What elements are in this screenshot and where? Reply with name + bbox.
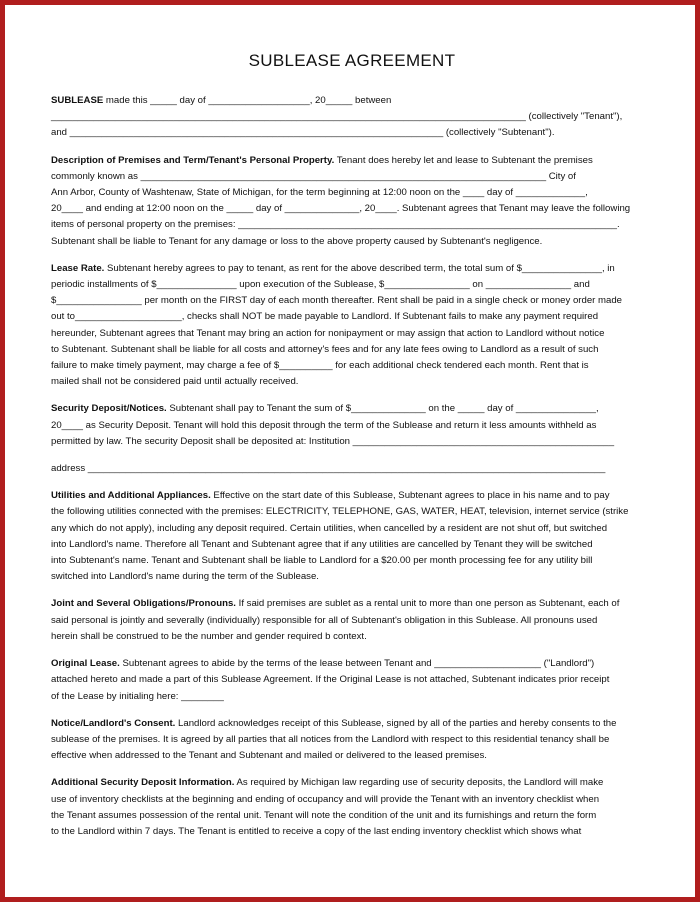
text-line: permitted by law. The security Deposit shall be deposited at: Institution _________________________________________________ — [51, 435, 615, 447]
text-line: Subtenant agrees to abide by the terms of the lease between Tenant and ____________________ ("Landlord") — [119, 658, 595, 670]
section-3 — [51, 401, 653, 477]
text-line: Subtenant hereby agrees to pay to tenant, as rent for the above described term, the total sum of $_______________, in — [104, 262, 615, 274]
text-line: 20____ as Security Deposit. Tenant will hold this deposit through the term of the Sublease and return it less amounts withheld as — [51, 419, 597, 431]
document-page — [5, 5, 695, 897]
text-line: Effective on the start date of this Sublease, Subtenant agrees to place in his name and to pay — [210, 490, 610, 502]
text-line: made this _____ day of ___________________, 20_____ between — [103, 95, 392, 106]
text-line: 20____ and ending at 12:00 noon on the _____ day of ______________, 20____. Subtenant agrees that Tenant may leave the following — [51, 203, 631, 215]
section-5 — [51, 596, 653, 645]
section-heading: Additional Security Deposit Information. — [51, 777, 235, 789]
text-line: mailed shall not be considered paid until actually received. — [51, 376, 299, 388]
section-heading: Original Lease. — [51, 658, 120, 670]
text-line: and ______________________________________________________________________ (collectively "Subtenant"). — [51, 127, 555, 139]
text-line: of the Lease by initialing here: ________ — [51, 690, 224, 702]
text-line: sublease of the premises. It is agreed by all parties that all notices from the Landlord with respect to this residential tenancy shall be — [51, 733, 610, 745]
text-line: out to____________________, checks shall NOT be made payable to Landlord. If Subtenant fails to make any payment required — [51, 311, 599, 323]
text-line: address _________________________________________________________________________________________________ — [51, 463, 606, 475]
text-line: attached hereto and made a part of this Sublease Agreement. If the Original Lease is not attached, Subtenant indicates prior receipt — [51, 674, 610, 686]
text-line: Subtenant shall be liable to Tenant for any damage or loss to the above property caused by Subtenant's negligence. — [51, 235, 543, 247]
text-line: As required by Michigan law regarding use of security deposits, the Landlord will make — [234, 777, 604, 789]
section-1 — [51, 153, 653, 250]
text-line: use of inventory checklists at the beginning and ending of occupancy and will provide the Tenant with an inventory checklist when — [51, 793, 600, 805]
text-line: herein shall be construed to be the number and gender required b context. — [51, 630, 367, 642]
section-heading: Notice/Landlord's Consent. — [51, 717, 176, 729]
text-line: effective when addressed to the Tenant and Subtenant and mailed or delivered to the leased premises. — [51, 750, 487, 762]
text-line: any which do not apply), including any deposit required. Certain utilities, when cancelled by a resident are not shut off, but switched — [51, 522, 608, 534]
section-2 — [51, 261, 653, 391]
text-line: said personal is jointly and severally (individually) responsible for all of Subtenant's obligation in this Sublease. All pronouns used — [51, 614, 598, 626]
section-heading: Utilities and Additional Appliances. — [51, 490, 211, 502]
text-line: $________________ per month on the FIRST day of each month thereafter. Rent shall be paid in a single check or money order made — [51, 295, 623, 307]
text-line: Subtenant shall pay to Tenant the sum of $______________ on the _____ day of _______________, — [166, 403, 599, 415]
section-heading: Security Deposit/Notices. — [51, 403, 167, 415]
text-line: Landlord acknowledges receipt of this Sublease, signed by all of the parties and hereby consents to the — [175, 717, 617, 729]
text-line: the following utilities connected with the premises: ELECTRICITY, TELEPHONE, GAS, WATER, HEAT, television, internet service (strike — [51, 506, 629, 518]
document-body — [51, 93, 653, 840]
text-line: into Landlord's name. Therefore all Tenant and Subtenant agree that if any utilities are cancelled by Tenant they will be switched — [51, 538, 593, 550]
text-line: _________________________________________________________________________________________ (collectively "Tenant"), — [51, 111, 623, 123]
text-line: into Subtenant's name. Tenant and Subtenant shall be liable to Landlord for a $20.00 per month processing fee for any utility bill — [51, 555, 593, 567]
text-line: Tenant does hereby let and lease to Subtenant the premises — [334, 154, 593, 166]
section-0 — [51, 93, 653, 142]
section-heading: SUBLEASE — [51, 95, 104, 106]
text-line: the Tenant assumes possession of the rental unit. Tenant will note the condition of the unit and its furnishings and return the form — [51, 809, 597, 821]
text-line: items of personal property on the premises: _______________________________________________________________________. — [51, 219, 620, 231]
section-heading: Joint and Several Obligations/Pronouns. — [51, 598, 236, 610]
text-line: commonly known as ____________________________________________________________________________ City of — [51, 170, 576, 182]
section-4 — [51, 488, 653, 585]
section-heading: Description of Premises and Term/Tenant's Personal Property. — [51, 154, 335, 166]
section-7 — [51, 716, 653, 765]
text-line: periodic installments of $_______________ upon execution of the Sublease, $________________ on ________________ and — [51, 279, 590, 291]
blank-line — [51, 450, 653, 461]
text-line: If said premises are sublet as a rental unit to more than one person as Subtenant, each of — [235, 598, 620, 610]
section-heading: Lease Rate. — [51, 262, 105, 274]
text-line: to Subtenant. Subtenant shall be liable for all costs and attorney's fees and for any late fees owing to Landlord as a result of such — [51, 343, 599, 355]
text-line: hereunder, Subtenant agrees that Tenant may bring an action for nonipayment or may assign that action to Landlord without notice — [51, 327, 605, 339]
document-title: SUBLEASE AGREEMENT — [248, 51, 456, 70]
section-8 — [51, 775, 653, 840]
text-line: to the Landlord within 7 days. The Tenant is entitled to receive a copy of the last ending inventory checklist which shows what — [51, 825, 582, 837]
text-line: failure to make timely payment, may charge a fee of $__________ for each additional check tendered each month. Rent that is — [51, 360, 589, 372]
text-line: Ann Arbor, County of Washtenaw, State of Michigan, for the term beginning at 12:00 noon on the ____ day of _____________, — [51, 187, 588, 199]
text-line: switched into Landlord's name during the term of the Sublease. — [51, 571, 319, 583]
section-6 — [51, 656, 653, 705]
